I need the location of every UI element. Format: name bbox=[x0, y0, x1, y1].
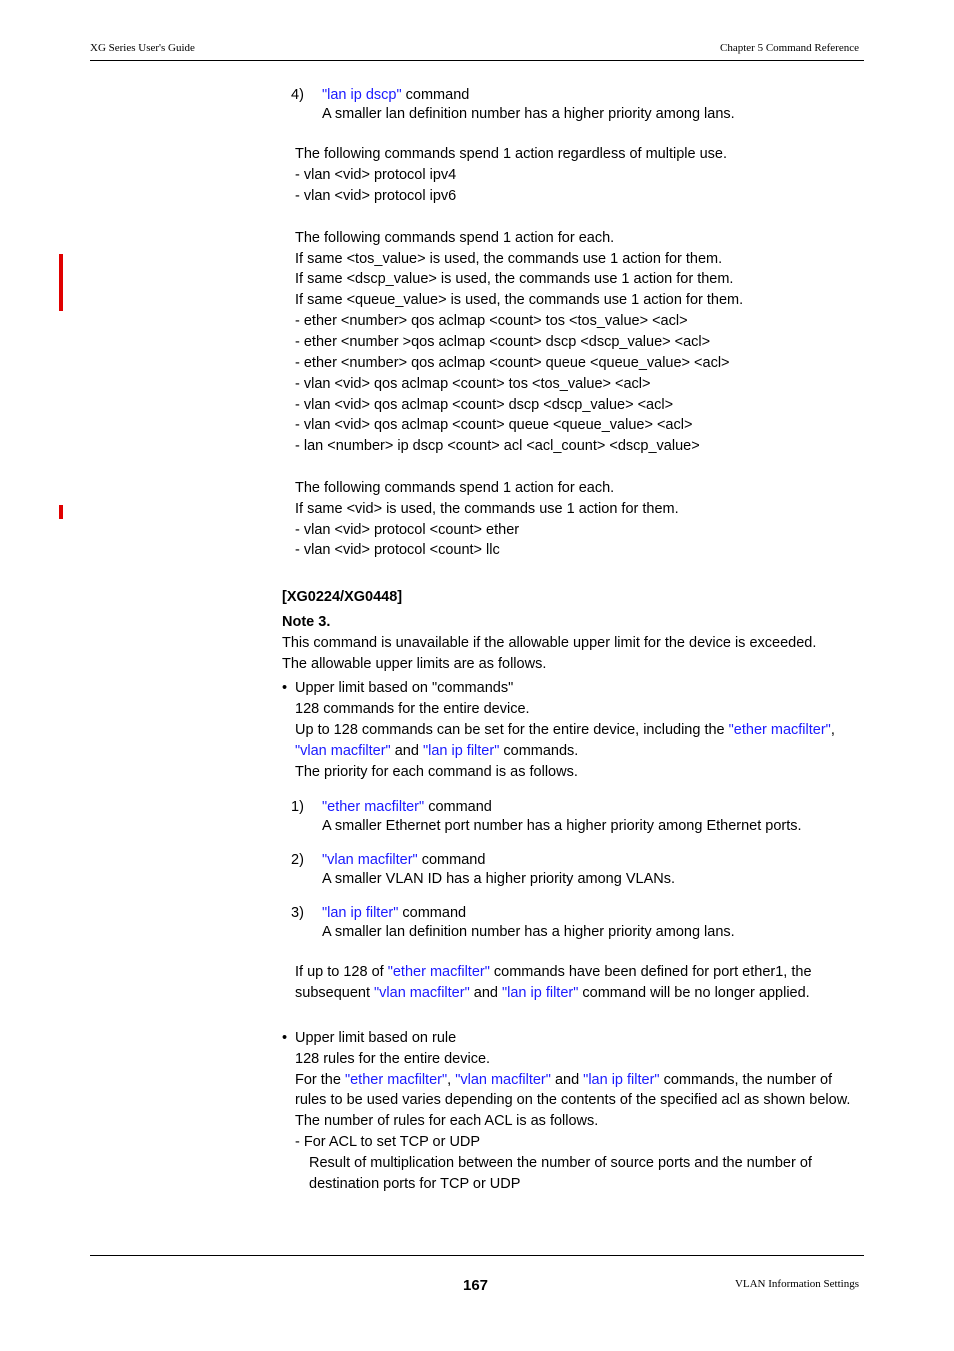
paragraph: subsequent "vlan macfilter" and "lan ip filter" command will be no longer applied. bbox=[295, 985, 810, 1001]
item-title: "ether macfilter" command bbox=[322, 799, 492, 815]
list-item: - vlan <vid> protocol ipv4 bbox=[295, 167, 457, 183]
list-item: - For ACL to set TCP or UDP bbox=[295, 1134, 481, 1150]
item-description: A smaller lan definition number has a higher priority among lans. bbox=[322, 924, 735, 940]
item-number: 4) bbox=[291, 87, 304, 103]
paragraph: 128 rules for the entire device. bbox=[295, 1051, 491, 1067]
command-link[interactable]: "lan ip filter" bbox=[501, 985, 579, 1001]
paragraph: If same <vid> is used, the commands use 1 action for them. bbox=[295, 501, 679, 517]
list-item: - ether <number >qos aclmap <count> dscp <dscp_value> <acl> bbox=[295, 334, 711, 350]
list-item: - vlan <vid> qos aclmap <count> tos <tos_value> <acl> bbox=[295, 376, 651, 392]
command-link[interactable]: "lan ip filter" bbox=[322, 905, 399, 921]
header-rule bbox=[90, 60, 864, 61]
paragraph: The following commands spend 1 action regardless of multiple use. bbox=[295, 146, 728, 162]
list-item: - ether <number> qos aclmap <count> tos <tos_value> <acl> bbox=[295, 313, 688, 329]
list-item: - ether <number> qos aclmap <count> queue <queue_value> <acl> bbox=[295, 355, 730, 371]
paragraph: rules to be used varies depending on the contents of the specified acl as shown below. bbox=[295, 1092, 851, 1108]
item-description: A smaller Ethernet port number has a higher priority among Ethernet ports. bbox=[322, 818, 802, 834]
item-description: A smaller lan definition number has a higher priority among lans. bbox=[322, 106, 735, 122]
paragraph: destination ports for TCP or UDP bbox=[309, 1176, 521, 1192]
command-link[interactable]: "vlan macfilter" bbox=[322, 852, 418, 868]
list-item: - vlan <vid> protocol <count> ether bbox=[295, 522, 520, 538]
list-item: - vlan <vid> qos aclmap <count> dscp <dscp_value> <acl> bbox=[295, 397, 674, 413]
running-footer-right: VLAN Information Settings bbox=[734, 1278, 859, 1290]
running-header-right: Chapter 5 Command Reference bbox=[720, 42, 859, 54]
item-number: 2) bbox=[291, 852, 304, 868]
bullet-mark: • bbox=[282, 1030, 288, 1046]
paragraph: The number of rules for each ACL is as follows. bbox=[295, 1113, 599, 1129]
list-item: - vlan <vid> qos aclmap <count> queue <queue_value> <acl> bbox=[295, 417, 693, 433]
command-link[interactable]: "ether macfilter" bbox=[322, 799, 425, 815]
paragraph: For the "ether macfilter", "vlan macfilter" and "lan ip filter" commands, the number of bbox=[295, 1072, 833, 1088]
change-bar bbox=[59, 505, 63, 519]
section-heading: [XG0224/XG0448] bbox=[282, 589, 403, 605]
command-link[interactable]: "lan ip filter" bbox=[422, 743, 500, 759]
paragraph: Result of multiplication between the number of source ports and the number of bbox=[309, 1155, 812, 1171]
bullet-mark: • bbox=[282, 680, 288, 696]
bullet-title: Upper limit based on rule bbox=[295, 1030, 457, 1046]
running-header-left: XG Series User's Guide bbox=[90, 42, 195, 54]
paragraph: The allowable upper limits are as follows. bbox=[282, 656, 547, 672]
item-number: 1) bbox=[291, 799, 304, 815]
footer-rule bbox=[90, 1255, 864, 1256]
paragraph: The following commands spend 1 action for each. bbox=[295, 480, 615, 496]
item-description: A smaller VLAN ID has a higher priority among VLANs. bbox=[322, 871, 675, 887]
list-item: - vlan <vid> protocol ipv6 bbox=[295, 188, 457, 204]
paragraph: If same <dscp_value> is used, the commands use 1 action for them. bbox=[295, 271, 734, 287]
command-link[interactable]: "vlan macfilter" bbox=[455, 1072, 551, 1088]
command-link[interactable]: "vlan macfilter" bbox=[295, 743, 391, 759]
list-item: - lan <number> ip dscp <count> acl <acl_count> <dscp_value> bbox=[295, 438, 700, 454]
command-link[interactable]: "lan ip dscp" bbox=[322, 87, 402, 103]
note-heading: Note 3. bbox=[282, 614, 331, 630]
item-title: "lan ip filter" command bbox=[322, 905, 467, 921]
paragraph: The priority for each command is as follows. bbox=[295, 764, 578, 780]
list-item: - vlan <vid> protocol <count> llc bbox=[295, 542, 500, 558]
command-link[interactable]: "ether macfilter" bbox=[387, 964, 490, 980]
paragraph: Up to 128 commands can be set for the entire device, including the "ether macfilter", bbox=[295, 722, 835, 738]
change-bar bbox=[59, 254, 63, 311]
item-number: 3) bbox=[291, 905, 304, 921]
command-link[interactable]: "lan ip filter" bbox=[583, 1072, 660, 1088]
command-link[interactable]: "ether macfilter" bbox=[728, 722, 831, 738]
paragraph: This command is unavailable if the allowable upper limit for the device is exceeded. bbox=[282, 635, 817, 651]
paragraph: If up to 128 of "ether macfilter" commands have been defined for port ether1, the bbox=[295, 964, 812, 980]
paragraph: If same <tos_value> is used, the commands use 1 action for them. bbox=[295, 251, 723, 267]
paragraph: "vlan macfilter" and "lan ip filter" commands. bbox=[295, 743, 579, 759]
paragraph: The following commands spend 1 action for each. bbox=[295, 230, 615, 246]
command-link[interactable]: "vlan macfilter" bbox=[374, 985, 470, 1001]
paragraph: If same <queue_value> is used, the commands use 1 action for them. bbox=[295, 292, 744, 308]
paragraph: 128 commands for the entire device. bbox=[295, 701, 530, 717]
item-4-title: "lan ip dscp" command bbox=[322, 87, 470, 103]
command-link[interactable]: "ether macfilter" bbox=[344, 1072, 448, 1088]
item-title: "vlan macfilter" command bbox=[322, 852, 486, 868]
bullet-title: Upper limit based on "commands" bbox=[295, 680, 514, 696]
page-number: 167 bbox=[463, 1277, 489, 1294]
